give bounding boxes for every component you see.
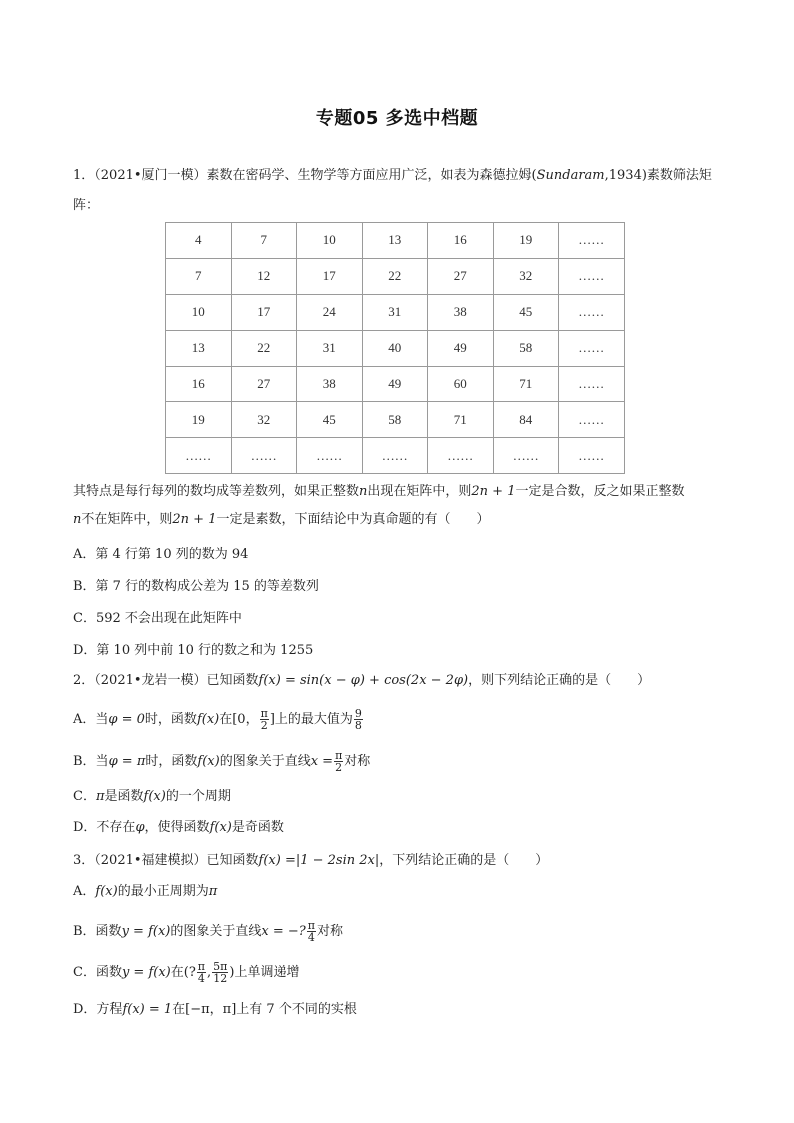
q3-d-pre: D．方程 [73, 1002, 123, 1017]
q1-option-a: A．第 4 行第 10 列的数为 94 [73, 547, 249, 562]
q3-b-fraction [307, 920, 316, 943]
table-cell: 32 [493, 258, 559, 294]
table-cell: 17 [297, 258, 363, 294]
q2-a-frac-num: π [260, 707, 268, 720]
q2-c-mid: 是函数 [104, 789, 144, 804]
q2-d-mid: ，使得函数 [144, 820, 210, 835]
table-cell: 19 [166, 402, 232, 438]
table-cell: 24 [297, 294, 363, 330]
table-row [166, 294, 625, 330]
q3-c-pre: C．函数 [73, 965, 122, 980]
q2-c-pi: π [95, 789, 105, 804]
table-cell: …… [559, 402, 625, 438]
q3-option-c [73, 961, 733, 984]
q3-option-a [73, 882, 733, 902]
q2-b-fraction [334, 750, 343, 773]
table-cell: 45 [297, 402, 363, 438]
q2-a-value-fraction [354, 708, 363, 731]
q3-c-comma: , [207, 965, 212, 980]
q3-option-b [73, 920, 733, 943]
q3-c-post: )上单调递增 [229, 965, 300, 980]
q2-a-fraction [260, 708, 269, 731]
table-cell: 71 [493, 366, 559, 402]
q1-desc1-expr: 2n + 1 [471, 484, 516, 499]
sundaram-matrix-table [165, 222, 625, 474]
table-cell: 58 [362, 402, 428, 438]
table-cell: 71 [428, 402, 494, 438]
q3-c-fraction-2 [212, 961, 228, 984]
table-cell: 40 [362, 330, 428, 366]
q1-desc2-n: n [73, 512, 82, 527]
q2-c-post: 的一个周期 [165, 789, 231, 804]
table-cell: 16 [428, 223, 494, 259]
q2-option-c [73, 787, 733, 807]
q2-b-mid2: 的图象关于直线 [219, 754, 311, 769]
table-cell: …… [428, 438, 494, 474]
table-row [166, 330, 625, 366]
q3-stem-expr: f(x) =|1 − 2sin 2x| [258, 853, 380, 868]
table-cell: …… [559, 366, 625, 402]
table-cell: 7 [166, 258, 232, 294]
q3-a-fx: f(x) [95, 884, 118, 899]
table-cell: 17 [231, 294, 297, 330]
q1-option-c: C．592 不会出现在此矩阵中 [73, 611, 242, 626]
table-cell: 7 [231, 223, 297, 259]
q2-d-post: 是奇函数 [231, 820, 284, 835]
q2-stem [73, 671, 733, 691]
q3-b-fx: y = f(x) [121, 924, 171, 939]
table-cell: …… [362, 438, 428, 474]
q2-c-pre: C． [73, 789, 96, 804]
q2-b-post: 对称 [344, 754, 371, 769]
q1-stem-name: Sundaram [536, 168, 605, 183]
q2-a-val-den: 8 [354, 719, 362, 732]
q2-stem-a: 2．（2021•龙岩一模）已知函数 [73, 673, 259, 688]
table-cell: 27 [231, 366, 297, 402]
q3-b-mid: 的图象关于直线 [170, 924, 262, 939]
q3-b-frac-num: π [307, 919, 315, 932]
table-cell: …… [559, 223, 625, 259]
q2-b-mid1: 时，函数 [145, 754, 198, 769]
table-row [166, 258, 625, 294]
q1-desc2-expr: 2n + 1 [172, 512, 217, 527]
q3-b-frac-den: 4 [307, 931, 315, 944]
q1-desc-line2 [73, 510, 733, 530]
table-cell: 49 [428, 330, 494, 366]
table-cell: …… [166, 438, 232, 474]
q3-c-f2-num: 5π [213, 960, 228, 973]
q2-b-frac-num: π [335, 749, 343, 762]
q1-desc1-a: 其特点是每行每列的数均成等差数列，如果正整数 [73, 484, 360, 499]
q2-stem-b: ，则下列结论正确的是（ ） [468, 673, 651, 688]
table-cell: 60 [428, 366, 494, 402]
table-cell: 32 [231, 402, 297, 438]
q1-stem-line1 [73, 166, 733, 186]
table-cell: 4 [166, 223, 232, 259]
q1-desc2-b: 一定是素数，下面结论中为真命题的有（ ） [216, 512, 490, 527]
table-cell: …… [559, 438, 625, 474]
table-cell: 16 [166, 366, 232, 402]
table-cell: 10 [166, 294, 232, 330]
q3-c-f1-den: 4 [197, 972, 205, 985]
table-cell: 45 [493, 294, 559, 330]
q1-desc1-n: n [359, 484, 368, 499]
q3-option-d [73, 1000, 733, 1020]
table-row [166, 402, 625, 438]
q2-b-x: x = [310, 754, 334, 769]
table-cell: 10 [297, 223, 363, 259]
q1-stem-pre: 1．（2021•厦门一模）素数在密码学、生物学等方面应用广泛，如表为森德拉姆( [73, 168, 537, 183]
table-cell: …… [559, 258, 625, 294]
q2-b-pre: B．当 [73, 754, 109, 769]
q3-c-fx: y = f(x) [121, 965, 171, 980]
table-cell: 22 [231, 330, 297, 366]
q3-b-post: 对称 [316, 924, 343, 939]
q2-b-phi: φ = π [108, 754, 146, 769]
q2-stem-expr: f(x) = sin(x − φ) + cos(2x − 2φ) [258, 673, 469, 688]
q2-b-frac-den: 2 [335, 761, 343, 774]
q2-a-fx: f(x) [196, 712, 220, 727]
table-cell: 13 [362, 223, 428, 259]
q2-a-mid1: 时，函数 [144, 712, 197, 727]
q2-a-phi: φ = 0 [108, 712, 145, 727]
q2-option-a [73, 708, 733, 731]
q3-a-mid: 的最小正周期为 [117, 884, 209, 899]
table-cell: 31 [297, 330, 363, 366]
q3-c-mid: 在(? [170, 965, 196, 980]
table-cell: …… [493, 438, 559, 474]
table-row [166, 223, 625, 259]
q1-stem-line2: 阵： [73, 198, 100, 213]
q1-desc1-c: 一定是合数，反之如果正整数 [515, 484, 685, 499]
q3-stem-a: 3．（2021•福建模拟）已知函数 [73, 853, 259, 868]
table-row [166, 366, 625, 402]
q2-a-mid2: 在[0， [219, 712, 259, 727]
q3-c-f1-num: π [197, 960, 206, 973]
q3-b-x: x = −? [261, 924, 306, 939]
q3-a-pre: A． [73, 884, 96, 899]
table-cell: 38 [297, 366, 363, 402]
q2-d-phi: φ [135, 820, 145, 835]
table-cell: …… [559, 330, 625, 366]
q1-option-b: B．第 7 行的数构成公差为 15 的等差数列 [73, 579, 319, 594]
q1-option-d: D．第 10 列中前 10 行的数之和为 1255 [73, 643, 314, 658]
table-cell: 49 [362, 366, 428, 402]
q2-a-pre: A．当 [73, 712, 109, 727]
table-cell: …… [559, 294, 625, 330]
q2-b-fx: f(x) [197, 754, 220, 769]
q2-a-val-num: 9 [354, 707, 362, 720]
q2-d-pre: D．不存在 [73, 820, 136, 835]
q1-desc1-b: 出现在矩阵中，则 [367, 484, 472, 499]
q1-desc2-a: 不在矩阵中，则 [81, 512, 173, 527]
q3-stem-b: ，下列结论正确的是（ ） [379, 853, 549, 868]
q3-a-pi: π [208, 884, 218, 899]
q2-c-fx: f(x) [143, 789, 166, 804]
q2-option-b [73, 750, 733, 773]
q3-c-f2-den: 12 [213, 972, 228, 985]
table-cell: 84 [493, 402, 559, 438]
q1-stem-post: ,1934)素数筛法矩 [604, 168, 712, 183]
table-cell: 27 [428, 258, 494, 294]
q3-c-fraction-1 [197, 961, 206, 984]
table-cell: 31 [362, 294, 428, 330]
table-cell: 13 [166, 330, 232, 366]
q3-b-pre: B．函数 [73, 924, 122, 939]
table-cell: 38 [428, 294, 494, 330]
table-cell: 12 [231, 258, 297, 294]
q2-a-mid3: ]上的最大值为 [269, 712, 353, 727]
table-row [166, 438, 625, 474]
table-cell: …… [297, 438, 363, 474]
page-title: 专题05 多选中档题 [315, 108, 479, 129]
q3-d-fx: f(x) = 1 [122, 1002, 173, 1017]
q3-stem [73, 851, 733, 871]
table-cell: 58 [493, 330, 559, 366]
table-cell: 19 [493, 223, 559, 259]
q2-a-frac-den: 2 [260, 719, 268, 732]
table-cell: …… [231, 438, 297, 474]
q3-d-mid: 在[−π，π]上有 7 个不同的实根 [172, 1002, 357, 1017]
q1-desc-line1 [73, 482, 733, 502]
table-cell: 22 [362, 258, 428, 294]
q2-option-d [73, 818, 733, 838]
q2-d-fx: f(x) [209, 820, 232, 835]
